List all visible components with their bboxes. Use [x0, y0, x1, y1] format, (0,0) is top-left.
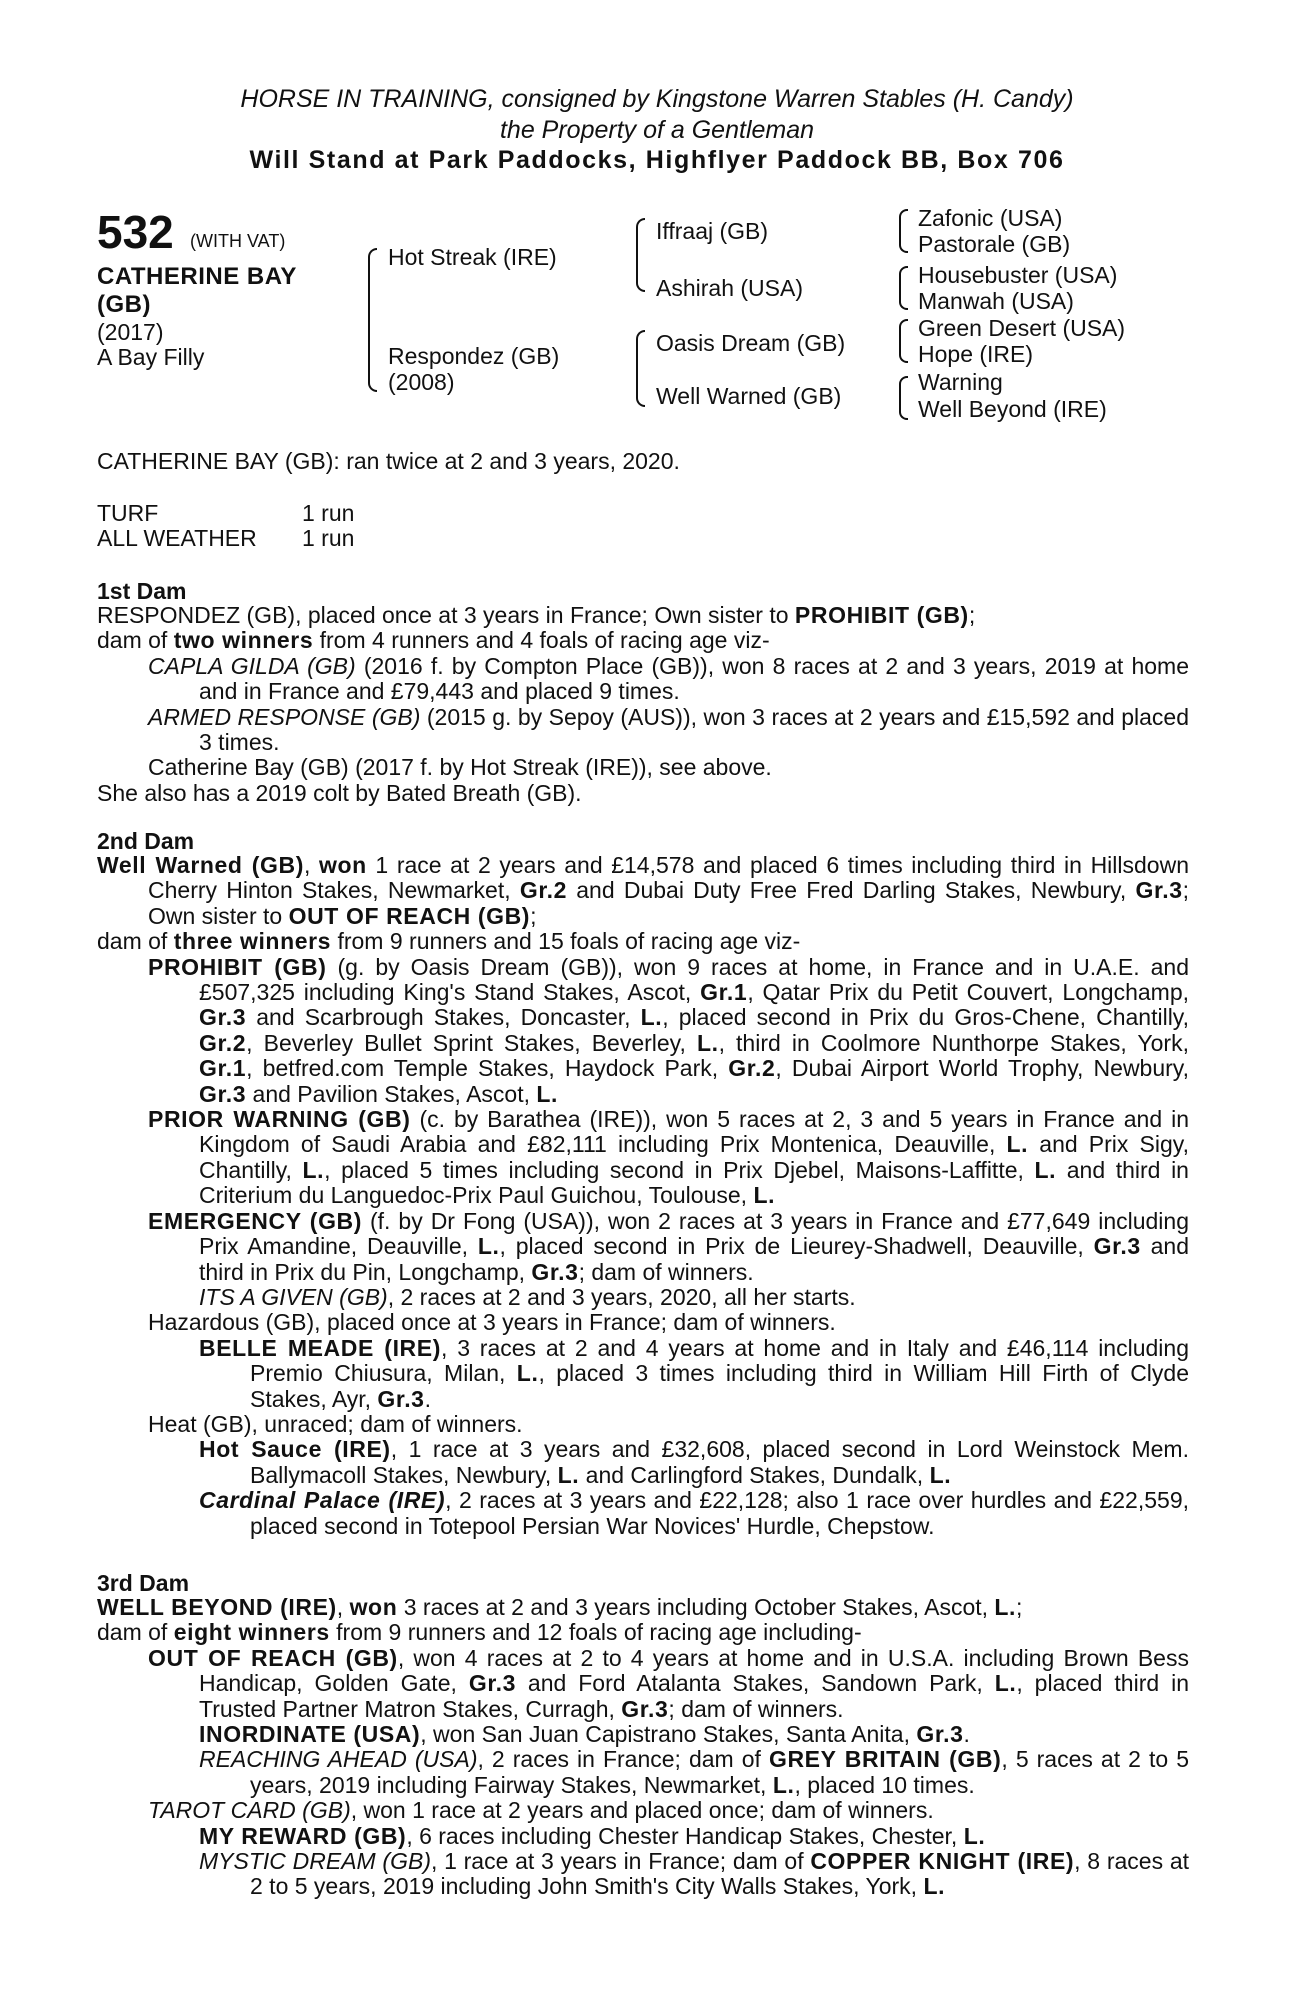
horse-name: CATHERINE BAY (GB) — [97, 263, 297, 318]
property-line: the Property of a Gentleman — [499, 116, 815, 144]
section-heading-third-dam: 3rd Dam — [97, 1570, 190, 1596]
grand-bracket — [899, 376, 908, 420]
grandparent-8: Well Beyond (IRE) — [918, 396, 1107, 422]
grandparent-6: Hope (IRE) — [918, 341, 1034, 367]
dam-sire: Oasis Dream (GB) — [656, 330, 846, 356]
runs-surface-label: TURF — [97, 500, 159, 526]
grandparent-2: Pastorale (GB) — [918, 231, 1071, 257]
grand-bracket — [899, 319, 908, 363]
dam: Respondez (GB) — [388, 343, 560, 369]
stand-location: Will Stand at Park Paddocks, Highflyer Paddock BB, Box 706 — [249, 146, 1065, 174]
grandparent-7: Warning — [918, 369, 1003, 395]
dam-dam: Well Warned (GB) — [656, 383, 842, 409]
runs-surface-count: 1 run — [302, 525, 355, 551]
section-heading-first-dam: 1st Dam — [97, 578, 187, 604]
grandparent-3: Housebuster (USA) — [918, 262, 1118, 288]
runs-surface-label: ALL WEATHER — [97, 525, 257, 551]
first-dam-text: RESPONDEZ (GB), placed once at 3 years in France; Own sister to PROHIBIT (GB); dam of two winners from 4 runners and 4 foals of racing age viz- CAPLA GILDA (GB) (2016 f. by Compton Place (GB)), won 8 races at 2 and 3 years, 2019 at home and in France and £79,443 and placed 9 times. ARMED RESPONSE (GB) (2015 g. by Sepoy (AUS)), won 3 races at 2 years and £15,592 and placed 3 times. Catherine Bay (GB) (2017 f. by Hot Streak (IRE)), see above. She also has a 2019 colt by Bated Breath (GB). — [97, 602, 1189, 806]
consignor-line: HORSE IN TRAINING, consigned by Kingstone Warren Stables (H. Candy) — [240, 85, 1074, 113]
runs-surface-count: 1 run — [302, 500, 355, 526]
section-heading-second-dam: 2nd Dam — [97, 828, 195, 854]
horse-year: (2017) — [97, 319, 164, 345]
dam-year: (2008) — [388, 369, 455, 395]
race-summary: CATHERINE BAY (GB): ran twice at 2 and 3 years, 2020. — [97, 448, 680, 474]
pedigree-bracket — [368, 248, 377, 392]
lot-number: 532 — [97, 206, 174, 258]
dam-line-bracket — [636, 330, 645, 407]
vat-note: (WITH VAT) — [190, 231, 286, 251]
sire-dam: Ashirah (USA) — [656, 275, 803, 301]
sire-sire: Iffraaj (GB) — [656, 218, 769, 244]
grandparent-1: Zafonic (USA) — [918, 205, 1063, 231]
grand-bracket — [899, 266, 908, 310]
horse-description: A Bay Filly — [97, 344, 205, 370]
grandparent-4: Manwah (USA) — [918, 288, 1074, 314]
second-dam-text: Well Warned (GB), won 1 race at 2 years and £14,578 and placed 6 times including third in Hillsdown Cherry Hinton Stakes, Newmarket, Gr.2 and Dubai Duty Free Fred Darling Stakes, Newbury, Gr.3; Own sister to OUT OF REACH (GB); dam of three winners from 9 runners and 15 foals of racing age viz- PROHIBIT (GB) (g. by Oasis Dream (GB)), won 9 races at home, in France and in U.A.E. and £507,325 including King's Stand Stakes, Ascot, Gr.1, Qatar Prix du Petit Couvert, Longchamp, Gr.3 and Scarbrough Stakes, Doncaster, L., placed second in Prix du Gros-Chene, Chantilly, Gr.2, Beverley Bullet Sprint Stakes, Beverley, L., third in Coolmore Nunthorpe Stakes, York, Gr.1, betfred.com Temple Stakes, Haydock Park, Gr.2, Dubai Airport World Trophy, Newbury, Gr.3 and Pavilion Stakes, Ascot, L. PRIOR WARNING (GB) (c. by Barathea (IRE)), won 5 races at 2, 3 and 5 years in France and in Kingdom of Saudi Arabia and £82,111 including Prix Montenica, Deauville, L. and Prix Sigy, Chantilly, L., placed 5 times including second in Prix Djebel, Maisons-Laffitte, L. and third in Criterium du Languedoc-Prix Paul Guichou, Toulouse, L. EMERGENCY (GB) (f. by Dr Fong (USA)), won 2 races at 3 years in France and £77,649 including Prix Amandine, Deauville, L., placed second in Prix de Lieurey-Shadwell, Deauville, Gr.3 and third in Prix du Pin, Longchamp, Gr.3; dam of winners. ITS A GIVEN (GB), 2 races at 2 and 3 years, 2020, all her starts. Hazardous (GB), placed once at 3 years in France; dam of winners. BELLE MEADE (IRE), 3 races at 2 and 4 years at home and in Italy and £46,114 including Premio Chiusura, Milan, L., placed 3 times including third in William Hill Firth of Clyde Stakes, Ayr, Gr.3. Heat (GB), unraced; dam of winners. Hot Sauce (IRE), 1 race at 3 years and £32,608, placed second in Lord Weinstock Mem. Ballymacoll Stakes, Newbury, L. and Carlingford Stakes, Dundalk, L. Cardinal Palace (IRE), 2 races at 3 years and £22,128; also 1 race over hurdles and £22,559, placed second in Totepool Persian War Novices' Hurdle, Chepstow. — [97, 852, 1190, 1539]
grandparent-5: Green Desert (USA) — [918, 315, 1126, 341]
grand-bracket — [899, 209, 908, 253]
sire: Hot Streak (IRE) — [388, 244, 557, 270]
third-dam-text: WELL BEYOND (IRE), won 3 races at 2 and 3 years including October Stakes, Ascot, L.; dam of eight winners from 9 runners and 12 foals of racing age including- OUT OF REACH (GB), won 4 races at 2 to 4 years at home and in U.S.A. including Brown Bess Handicap, Golden Gate, Gr.3 and Ford Atalanta Stakes, Sandown Park, L., placed third in Trusted Partner Matron Stakes, Curragh, Gr.3; dam of winners. INORDINATE (USA), won San Juan Capistrano Stakes, Santa Anita, Gr.3. REACHING AHEAD (USA), 2 races in France; dam of GREY BRITAIN (GB), 5 races at 2 to 5 years, 2019 including Fairway Stakes, Newmarket, L., placed 10 times. TAROT CARD (GB), won 1 race at 2 years and placed once; dam of winners. MY REWARD (GB), 6 races including Chester Handicap Stakes, Chester, L. MYSTIC DREAM (GB), 1 race at 3 years in France; dam of COPPER KNIGHT (IRE), 8 races at 2 to 5 years, 2019 including John Smith's City Walls Stakes, York, L. — [97, 1594, 1189, 1900]
sire-line-bracket — [636, 218, 645, 292]
